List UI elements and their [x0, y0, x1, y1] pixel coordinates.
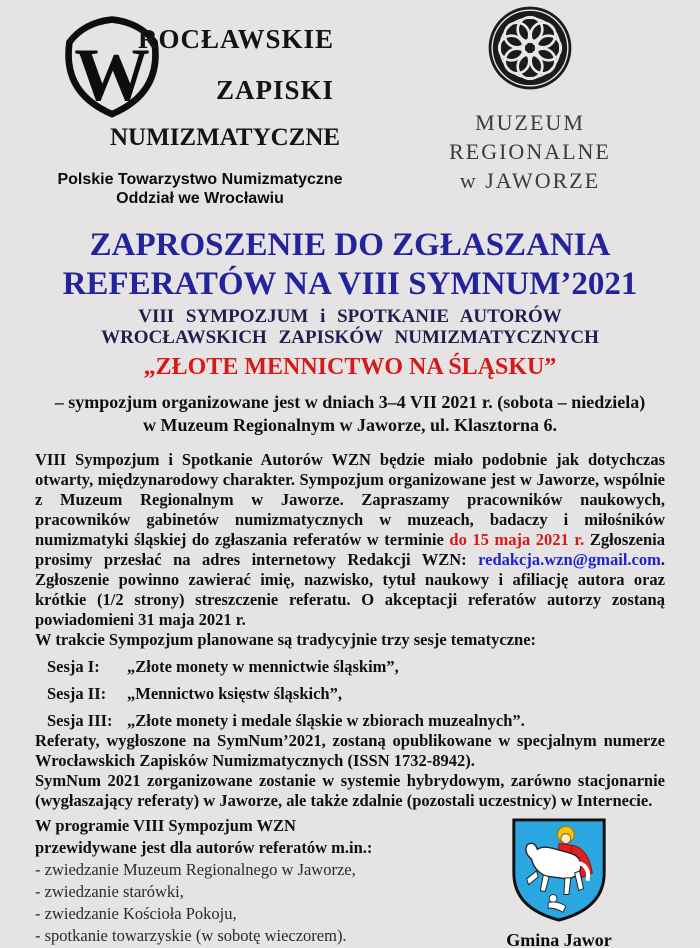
wzn-logotype	[110, 24, 341, 151]
page-title-line2: REFERATÓW NA VIII SYMNUM’2021	[62, 266, 638, 302]
rosette-icon	[486, 4, 574, 92]
symposium-theme: „ZŁOTE MENNICTWO NA ŚLĄSKU”	[143, 354, 557, 380]
symposium-date-place	[0, 391, 700, 437]
page-subtitle-line1: VIII SYMPOZJUM i SPOTKANIE AUTORÓW	[138, 306, 562, 327]
intro-paragraph	[35, 450, 665, 630]
organizer-name	[18, 170, 382, 208]
museum-line3: w JAWORZE	[459, 168, 601, 193]
program-section	[35, 815, 487, 947]
intro-text-2: Zgłoszenia prosimy przesłać na adres internetowy Redakcji WZN:	[35, 530, 665, 569]
symposium-date-line: – sympozjum organizowane jest w dniach 3–4 VII 2021 r. (sobota – niedziela)	[54, 392, 646, 412]
program-item-1: - zwiedzanie Muzeum Regionalnego w Jaworze,	[35, 860, 356, 879]
page-subtitle	[0, 306, 700, 348]
jawor-coat-of-arms-icon	[509, 816, 609, 924]
email-link[interactable]: redakcja.wzn@gmail.com	[478, 550, 661, 569]
wzn-logotype-line1: ROCŁAWSKIE	[137, 24, 334, 54]
organizer-line1: Polskie Towarzystwo Numizmatyczne	[57, 171, 343, 188]
intro-text-1: VIII Sympozjum i Spotkanie Autorów WZN będzie miało podobnie jak dotychczas otwarty, międzynarodowy charakter. Sympozjum organizowane jest w Jaworze, wspólnie z Muzeum Regionalnym w Jaworze. Zapraszamy pracowników naukowych, pracowników gabinetów numizmatycznych w muzeach, badaczy i miłośników numizmatyki śląskiej do zgłaszania referatów w terminie	[35, 450, 665, 549]
body-text	[35, 450, 665, 811]
session-label: Sesja III:	[47, 711, 113, 730]
sessions-intro: W trakcie Sympozjum planowane są tradycyjnie trzy sesje tematyczne:	[35, 630, 537, 649]
wzn-logo-w-letter: W	[74, 33, 150, 117]
session-title: „Złote monety i medale śląskie w zbiorach muzealnych”.	[127, 711, 525, 730]
session-title: „Złote monety w mennictwie śląskim”,	[127, 657, 399, 676]
museum-line1: MUZEUM	[475, 110, 585, 135]
session-item-3	[35, 711, 665, 731]
page-subtitle-line2: WROCŁAWSKICH ZAPISKÓW NUMIZMATYCZNYCH	[101, 327, 599, 348]
session-item-2	[35, 684, 665, 704]
publication-paragraph: Referaty, wygłoszone na SymNum’2021, zostaną opublikowane w specjalnym numerze Wrocławskich Zapisków Numizmatycznych (ISSN 1732-8942).	[35, 731, 665, 770]
symposium-place-line: w Muzeum Regionalnym w Jaworze, ul. Klasztorna 6.	[143, 415, 557, 435]
museum-line2: REGIONALNE	[449, 139, 611, 164]
session-title: „Mennictwo księstw śląskich”,	[127, 684, 342, 703]
program-item-3: - zwiedzanie Kościoła Pokoju,	[35, 904, 237, 923]
hybrid-format-paragraph: SymNum 2021 zorganizowane zostanie w systemie hybrydowym, zarówno stacjonarnie (wygłaszający referaty) w Jaworze, ale także zdalnie (pozostali uczestnicy) w Internecie.	[35, 771, 665, 810]
program-heading-line2: przewidywane jest dla autorów referatów m.in.:	[35, 838, 373, 857]
coat-caption: Gmina Jawor	[506, 930, 612, 948]
museum-logo	[415, 4, 645, 195]
session-item-1	[35, 657, 665, 677]
session-label: Sesja I:	[47, 657, 100, 676]
session-label: Sesja II:	[47, 684, 107, 703]
wzn-logotype-line3: NUMIZMATYCZNE	[110, 124, 341, 151]
wzn-logotype-line2: ZAPISKI	[215, 75, 334, 105]
organizer-line2: Oddział we Wrocławiu	[116, 190, 284, 207]
program-item-4: - spotkanie towarzyskie (w sobotę wieczorem).	[35, 926, 347, 945]
program-item-2: - zwiedzanie starówki,	[35, 882, 184, 901]
program-heading-line1: W programie VIII Sympozjum WZN	[35, 816, 296, 835]
intro-text-3: . Zgłoszenie powinno zawierać imię, nazwisko, tytuł naukowy i afiliację autora oraz krótkie (1/2 strony) streszczenie referatu. O akceptacji referatów autorzy zostaną powiadomieni 31 maja 2021 r.	[35, 550, 665, 629]
deadline-text: do 15 maja 2021 r.	[449, 530, 585, 549]
page-title	[0, 226, 700, 304]
page-title-line1: ZAPROSZENIE DO ZGŁASZANIA	[89, 227, 611, 263]
gmina-jawor-block	[502, 816, 616, 948]
